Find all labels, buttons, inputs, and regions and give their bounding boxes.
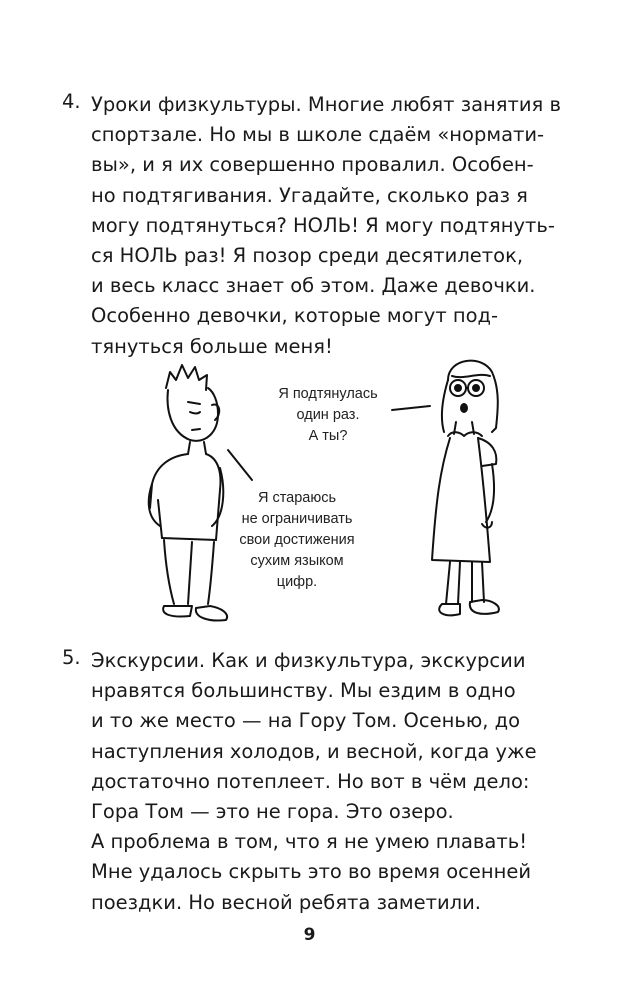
text-line: но подтягивания. Угадайте, сколько раз я — [91, 183, 528, 207]
speech-line: один раз. — [296, 407, 360, 423]
girl-speech-pointer — [392, 406, 430, 410]
text-line: Уроки физкультуры. Многие любят занятия в — [91, 93, 561, 116]
text-line: Особенно девочки, которые могут под- — [91, 304, 499, 328]
text-line: Экскурсии. Как и физкультура, экскурсии — [91, 649, 526, 672]
text-line: Гора Том — это не гора. Это озеро. — [91, 799, 454, 823]
speech-line: свои достижения — [239, 532, 355, 548]
boy-figure — [149, 365, 227, 621]
text-line: вы», и я их совершенно провалил. Особен- — [91, 153, 534, 177]
girl-figure — [432, 361, 499, 616]
boy-speech — [222, 488, 372, 593]
speech-line: Я стараюсь — [257, 490, 337, 506]
text-line: спортзале. Но мы в школе сдаём «нормати- — [91, 123, 545, 147]
text-line: достаточно потеплеет. Но вот в чём дело: — [91, 769, 530, 793]
paragraph-5 — [62, 646, 562, 918]
speech-line: не ограничивать — [241, 511, 353, 527]
speech-line: сухим языком — [250, 553, 344, 569]
list-number: 4. — [62, 90, 81, 113]
speech-line: А ты? — [308, 428, 348, 444]
text-line: и то же место — на Гору Том. Осенью, до — [91, 709, 521, 733]
text-line: нравятся большинству. Мы ездим в одно — [91, 679, 516, 703]
text-line: наступления холодов, и весной, когда уже — [91, 739, 537, 763]
text-line: тянуться больше меня! — [91, 334, 333, 358]
paragraph-4 — [62, 90, 562, 362]
text-line: А проблема в том, что я не умею плавать! — [91, 830, 528, 854]
text-line: Мне удалось скрыть это во время осенней — [91, 860, 532, 884]
text-line: поездки. Но весной ребята заметили. — [91, 890, 481, 914]
speech-line: Я подтянулась — [278, 386, 378, 402]
page-number: 9 — [303, 925, 316, 945]
text-line: и весь класс знает об этом. Даже девочки. — [91, 274, 536, 298]
girl-speech — [278, 384, 378, 447]
text-line: ся НОЛЬ раз! Я позор среди десятилеток, — [91, 243, 524, 267]
boy-speech-pointer — [228, 450, 252, 480]
speech-line: цифр. — [276, 574, 318, 590]
text-line: могу подтянуться? НОЛЬ! Я могу подтянуть- — [91, 213, 555, 237]
list-number: 5. — [62, 646, 81, 669]
